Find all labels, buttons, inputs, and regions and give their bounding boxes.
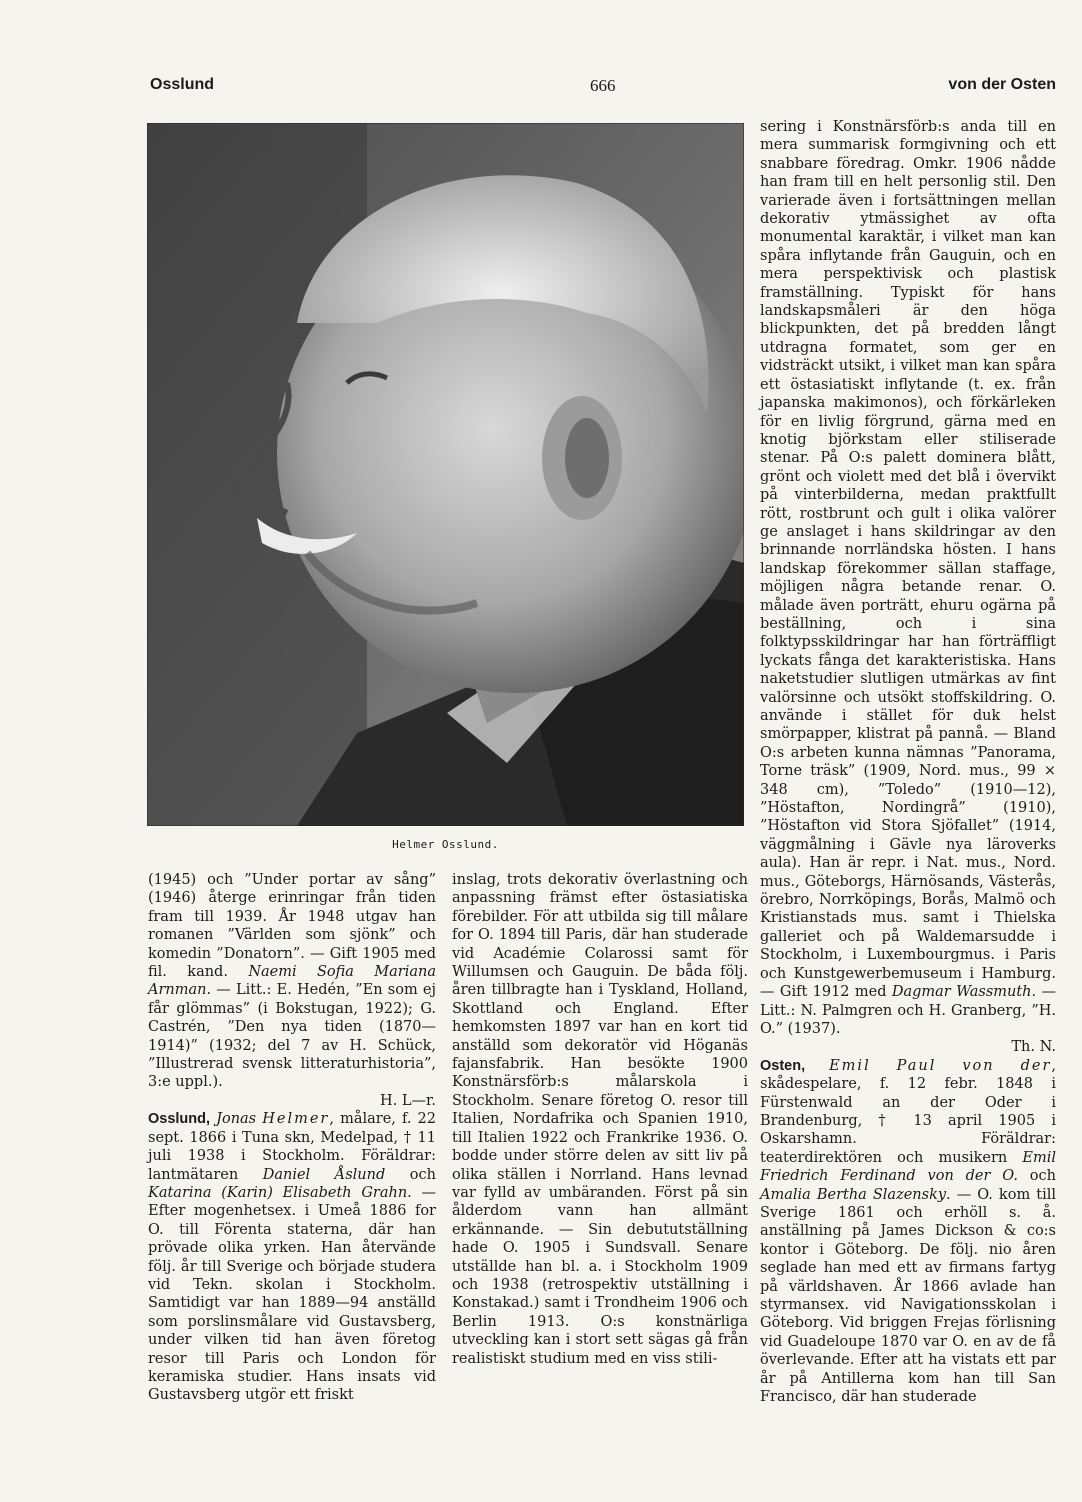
photo-caption: Helmer Osslund.: [392, 838, 499, 851]
entry-headword: Osten,: [760, 1057, 806, 1074]
entry-spaced-name: Helmer: [262, 1111, 330, 1128]
author-signature: Th. N.: [1011, 1039, 1056, 1056]
header-right-keyword: von der Osten: [948, 76, 1056, 93]
entry-spaced-name: Emil Paul von der: [829, 1057, 1052, 1074]
entry-osslund-continued: inslag, trots dekorativ överlastning och anpassning främst efter östasiatiska förebilder. För att utbilda sig till målare for O. 1894 till Paris, där han studerade vid Académie Colarossi samt för Willumsen och Gauguin. De båda följ. åren tillbragte han i Tyskland, Holland, Skottland och England. Efter hemkomsten 1897 var han en kort tid anställd som dekoratör vid Höganäs fajansfabrik. Han besökte 1900 Konstnärsförb:s målarskola i Stockholm. Senare företog O. resor till Italien, Nordafrika och Spanien 1910, till Italien 1922 och Frankrike 1936. O. bodde under större delen av sitt liv på olika ställen i Norrland. Hans levnad var fylld av umbäranden. Först på sin ålderdom vann han allmänt erkännande. — Sin debututställning hade O. 1905 i Sundsvall. Senare utställde han bl. a. i Stockholm 1909 och 1938 (retrospektiv utställning i Konstakad.) samt i Trondheim 1906 och Berlin 1913. O:s konstnärliga utveckling kan i stort sett sägas gå från realistiskt studium med en viss stili-: [452, 872, 748, 1367]
text-column-middle: [452, 871, 748, 1368]
header-left-keyword: Osslund: [150, 76, 215, 93]
text-column-left: [148, 871, 436, 1405]
text-column-right: [760, 118, 1056, 1406]
entry-headword: Osslund,: [148, 1111, 211, 1128]
entry-osten: Osten, Emil Paul von der, skådespelare, f. 12 febr. 1848 i Fürstenwald an der Oder i Brandenburg, † 13 april 1905 i Oskarshamn. Föräldrar: teaterdirektören och musikern Emil Friedrich Ferdinand von der O. och Amalia Bertha Slazensky. — O. kom till Sverige 1861 och erhöll s. å. anställning på James Dickson & co:s kontor i Göteborg. De följ. nio åren seglade han med ett av firmans fartyg på världshaven. År 1866 avlade han styrmansex. vid Navigationsskolan i Göteborg. Vid briggen Frejas förlisning vid Guadeloupe 1870 var O. en av de få överlevande. Efter att ha vistats ett par år på Antillerna kom han till San Francisco, där han studerade: [760, 1057, 1056, 1406]
entry-osslund: Osslund, Jonas Helmer, målare, f. 22 sept. 1866 i Tuna skn, Medelpad, † 11 juli 1938 i Stockholm. Föräldrar: lantmätaren Daniel Åslund och Katarina (Karin) Elisabeth Grahn. — Efter mogenhetsex. i Umeå 1886 for O. till Förenta staterna, där han prövade olika yrken. Han återvände följ. år till Sverige och började studera vid Tekn. skolan i Stockholm. Samtidigt var han 1889—94 anställd som porslinsmålare vid Gustavsberg, under vilken tid han även företog resor till Paris och London för keramiska studier. Hans insats vid Gustavsberg utgör ett friskt: [148, 1111, 437, 1404]
author-signature: H. L—r.: [380, 1092, 436, 1109]
spouse-name: Naemi Sofia Mariana Arnman: [148, 964, 436, 999]
article-continuation: (1945) och ”Under portar av sång” (1946) återge erinringar från tiden fram till 1939. År 1948 utgav han romanen ”Världen som sjönk” och komedin ”Donatorn”. — Gift 1905 med fil. kand. Naemi Sofia Mariana Arnman. — Litt.: E. Hedén, ”En som ej får glömmas” (i Bokstugan, 1922); G. Castrén, ”Den nya tiden (1870—1914)” (1932; del 7 av H. Schück, ”Illustrerad svensk litteraturhistoria”, 3:e uppl.). H. L—r.: [148, 872, 436, 1109]
page-number: 666: [590, 76, 616, 95]
entry-osslund-end: sering i Konstnärsförb:s anda till en mera summarisk formgivning och ett snabbare föredrag. Omkr. 1906 nådde han fram till en helt personlig stil. Den varierade även i fortsättningen mellan dekorativ ytmässighet av ofta monumental karaktär, i vilket man kan spåra inflytande från Gauguin, och en mera perspektivisk och plastisk framställning. Typiskt för hans landskapsmåleri är den höga blickpunkten, det på bredden långt utdragna formatet, som ger en vidsträckt utsikt, i vilket man kan spåra ett östasiatiskt inflytande (t. ex. från japanska makimonos), och förkärleken för en livlig förgrund, gärna med en knotig björkstam eller stiliserade stenar. På O:s palett dominera blått, grönt och violett med det blå i övervikt på vinterbilderna, medan praktfullt rött, rostbrunt och gult i olika valörer ge anslaget i hans skildringar av den brinnande norrländska hösten. I hans landskap förekommer sällan staffage, möjligen några betande renar. O. målade även porträtt, ehuru ogärna på beställning, och i sina folktypsskildringar har han förträffligt lyckats fånga det karakteristiska. Hans naketstudier slutligen utmärkas av fint valörsinne och utsökt stoffskildring. O. använde i stället för duk helst smörpapper, klistrat på pannå. — Bland O:s arbeten kunna nämnas ”Panorama, Torne träsk” (1909, Nord. mus., 99 × 348 cm), ”Toledo” (1910—12), ”Höstafton, Nordingrå” (1910), ”Höstafton vid Stora Sjöfallet” (1914, väggmålning i Gävle nya läroverks aula). Han är repr. i Nat. mus., Nord. mus., Göteborgs, Härnösands, Västerås, örebro, Norrköpings, Borås, Malmö och Kristianstads mus. samt i Thielska galleriet och på Waldemarsudde i Stockholm, i Luxembourgmus. i Paris och Kunstgewerbemuseum i Hamburg. — Gift 1912 med Dagmar Wassmuth. — Litt.: N. Palmgren och H. Granberg, ”H. O.” (1937). Th. N.: [760, 119, 1056, 1056]
portrait-photo: [147, 123, 744, 826]
running-header: [150, 76, 1056, 100]
